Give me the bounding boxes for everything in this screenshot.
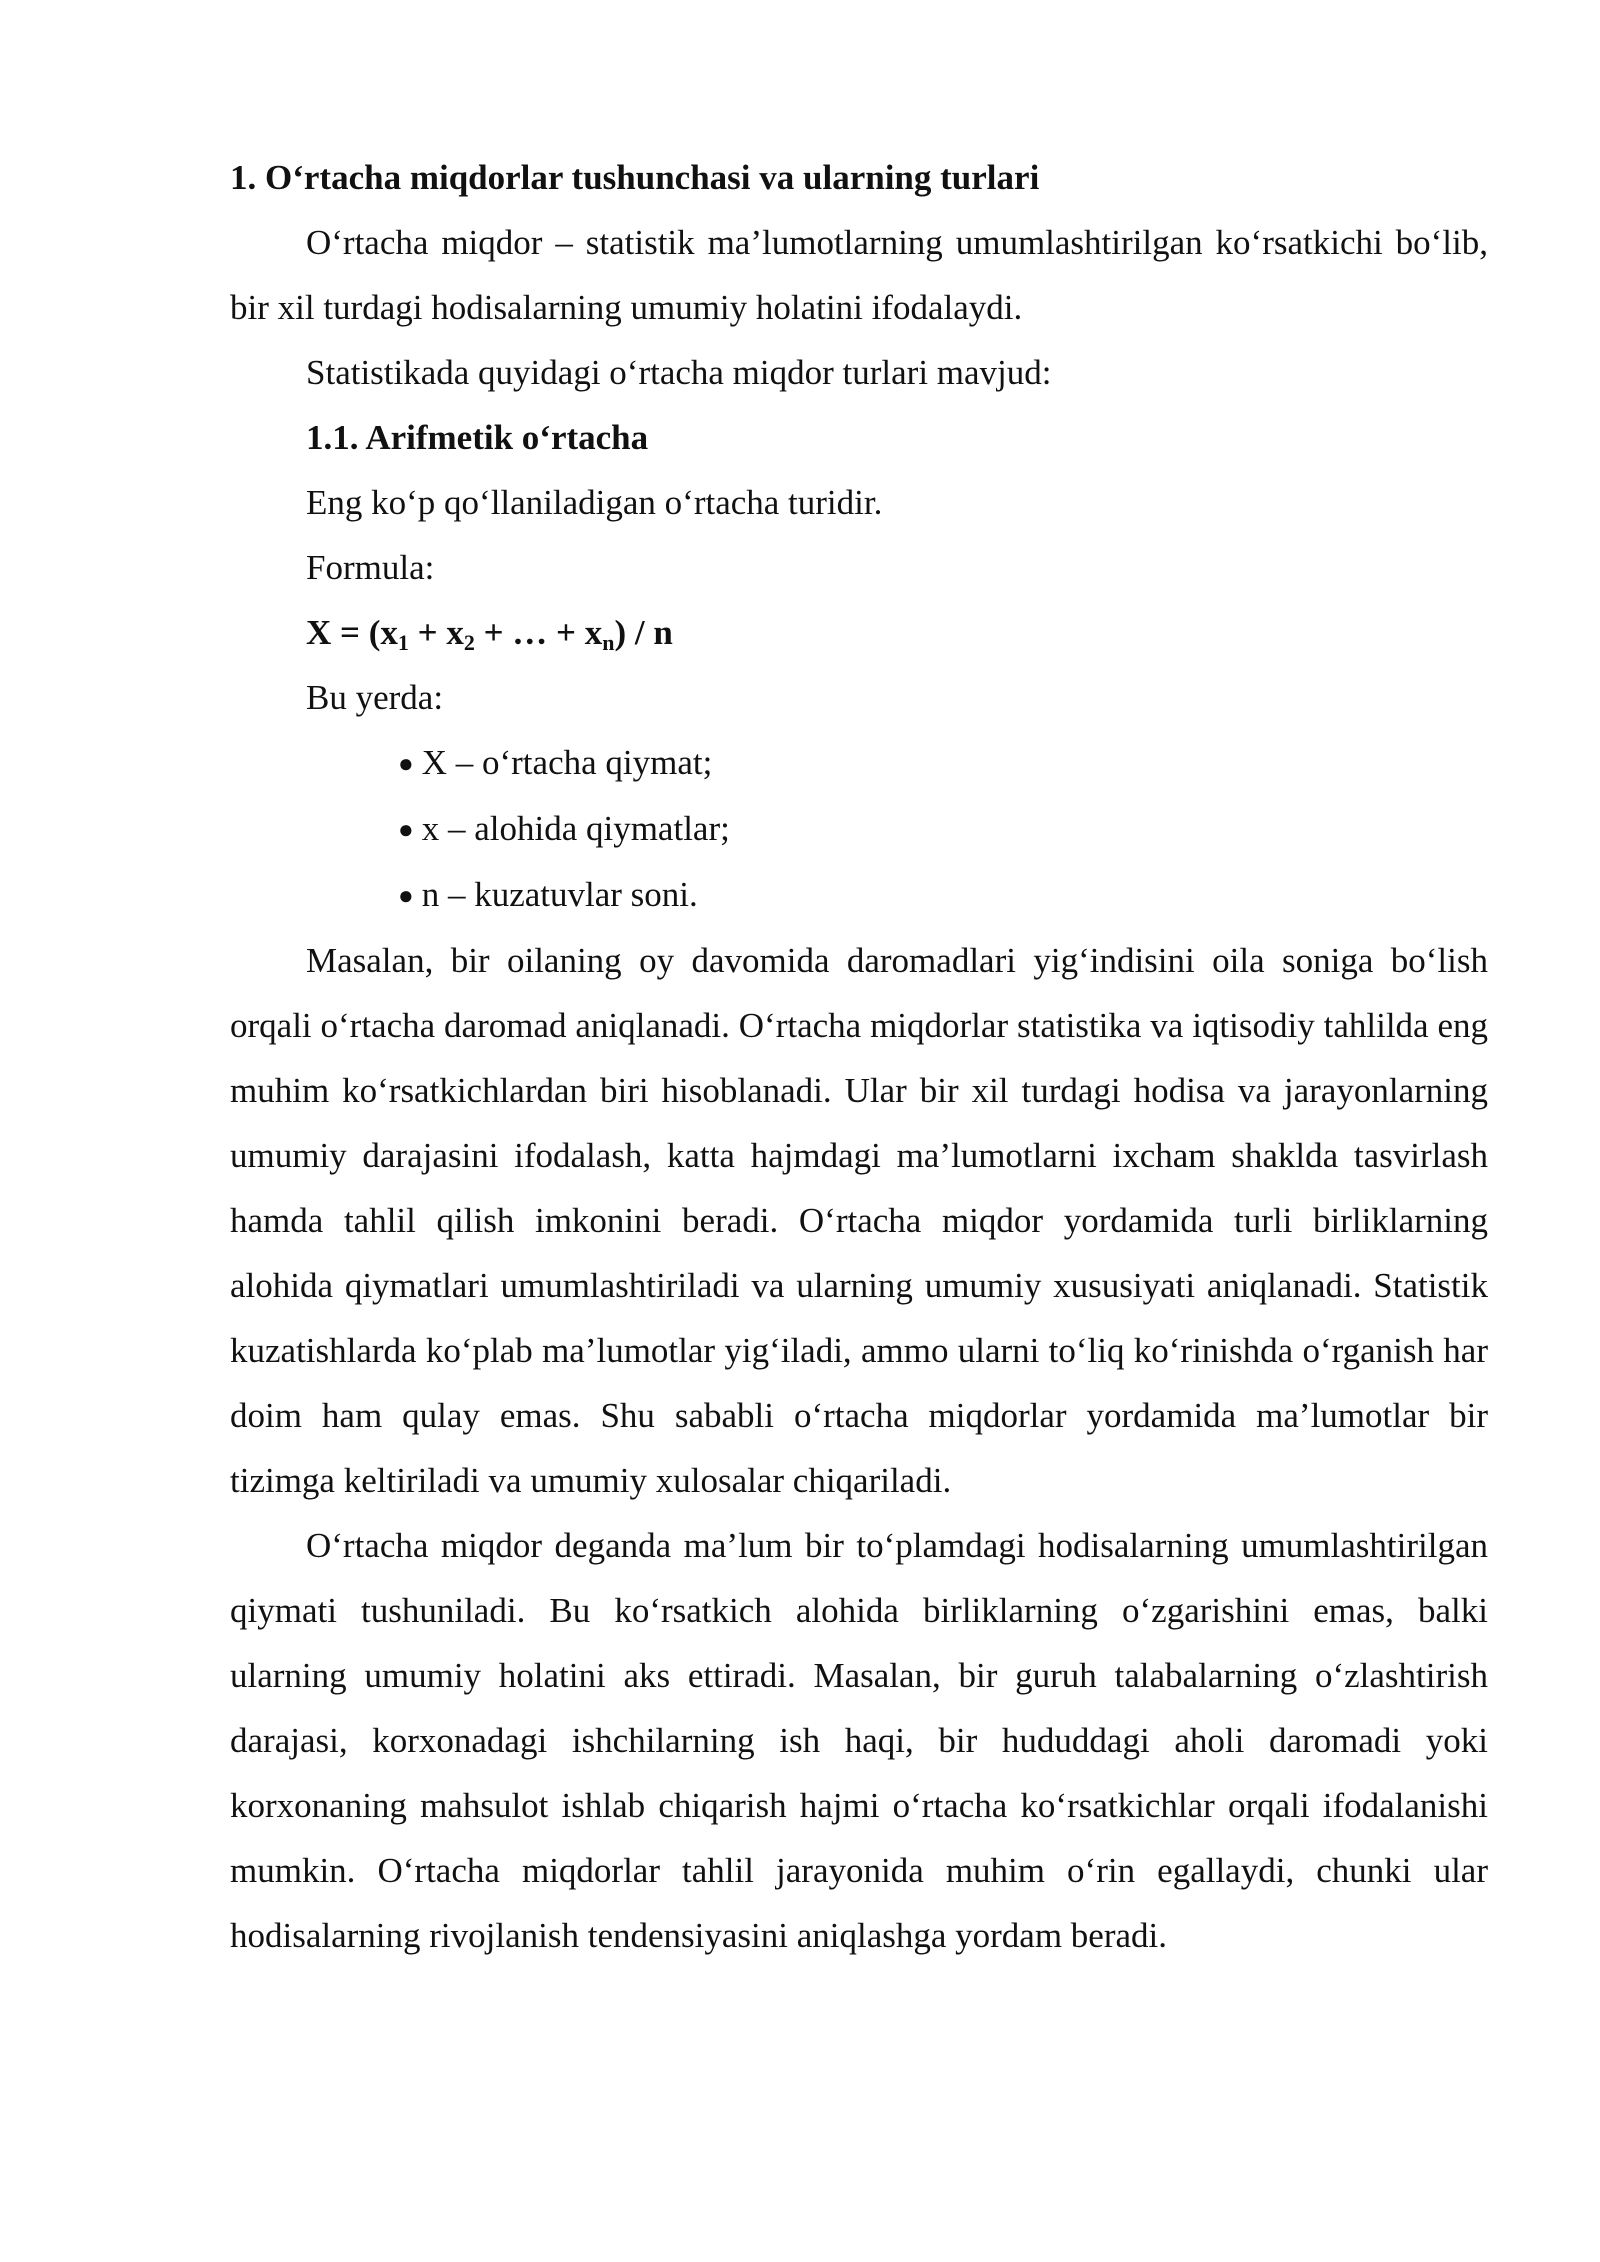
definition-item — [230, 862, 1488, 928]
definition-text: X – o‘rtacha qiymat; — [421, 743, 713, 782]
definition-item — [230, 796, 1488, 862]
document-page — [230, 145, 1488, 1968]
subsection-description: Eng ko‘p qo‘llaniladigan o‘rtacha turidir. — [306, 483, 883, 522]
formula-label: Formula: — [306, 548, 435, 587]
subsection-title: 1.1. Arifmetik o‘rtacha — [306, 418, 649, 457]
formula-subscript-n: n — [602, 630, 615, 655]
formula-subscript-1: 1 — [397, 630, 409, 655]
formula-plus-1: + x — [408, 613, 464, 652]
formula-lhs: X = (x — [306, 613, 398, 652]
bullet-icon: ● — [398, 815, 414, 844]
bullet-icon: ● — [398, 749, 414, 778]
intro-paragraph: O‘rtacha miqdor – statistik ma’lumotlarning umumlashtirilgan ko‘rsatkichi bo‘lib, bir xil turdagi hodisalarning umumiy holatini ifodalaydi. — [230, 223, 1488, 327]
bullet-icon: ● — [398, 881, 414, 910]
definition-text: x – alohida qiymatlar; — [421, 809, 730, 848]
types-sentence: Statistikada quyidagi o‘rtacha miqdor turlari mavjud: — [306, 353, 1052, 392]
example-paragraph: Masalan, bir oilaning oy davomida daromadlari yig‘indisini oila soniga bo‘lish orqali o‘rtacha daromad aniqlanadi. O‘rtacha miqdorlar statistika va iqtisodiy tahlilda eng muhim ko‘rsatkichlardan biri hisoblanadi. Ular bir xil turdagi hodisa va jarayonlarning umumiy darajasini ifodalash, katta hajmdagi ma’lumotlarni ixcham shaklda tasvirlash hamda tahlil qilish imkonini beradi. O‘rtacha miqdor yordamida turli birliklarning alohida qiymatlari umumlashtiriladi va ularning umumiy xususiyati aniqlanadi. Statistik kuzatishlarda ko‘plab ma’lumotlar yig‘iladi, ammo ularni to‘liq ko‘rinishda o‘rganish har doim ham qulay emas. Shu sababli o‘rtacha miqdorlar yordamida ma’lumotlar bir tizimga keltiriladi va umumiy xulosalar chiqariladi. — [230, 941, 1488, 1500]
formula-middle: + … + x — [474, 613, 603, 652]
definition-item — [230, 730, 1488, 796]
definition-paragraph: O‘rtacha miqdor deganda ma’lum bir to‘plamdagi hodisalarning umumlashtirilgan qiymati tushuniladi. Bu ko‘rsatkich alohida birliklarning o‘zgarishini emas, balki ularning umumiy holatini aks ettiradi. Masalan, bir guruh talabalarning o‘zlashtirish darajasi, korxonadagi ishchilarning ish haqi, bir hududdagi aholi daromadi yoki korxonaning mahsulot ishlab chiqarish hajmi o‘rtacha ko‘rsatkichlar orqali ifodalanishi mumkin. O‘rtacha miqdorlar tahlil jarayonida muhim o‘rin egallaydi, chunki ular hodisalarning rivojlanish tendensiyasini aniqlashga yordam beradi. — [230, 1526, 1488, 1955]
formula-subscript-2: 2 — [463, 630, 475, 655]
section-title: 1. O‘rtacha miqdorlar tushunchasi va ularning turlari — [230, 158, 1040, 197]
arithmetic-mean-formula — [230, 600, 1488, 665]
formula-rhs: ) / n — [614, 613, 673, 652]
where-label: Bu yerda: — [306, 678, 444, 717]
definition-text: n – kuzatuvlar soni. — [421, 875, 698, 914]
